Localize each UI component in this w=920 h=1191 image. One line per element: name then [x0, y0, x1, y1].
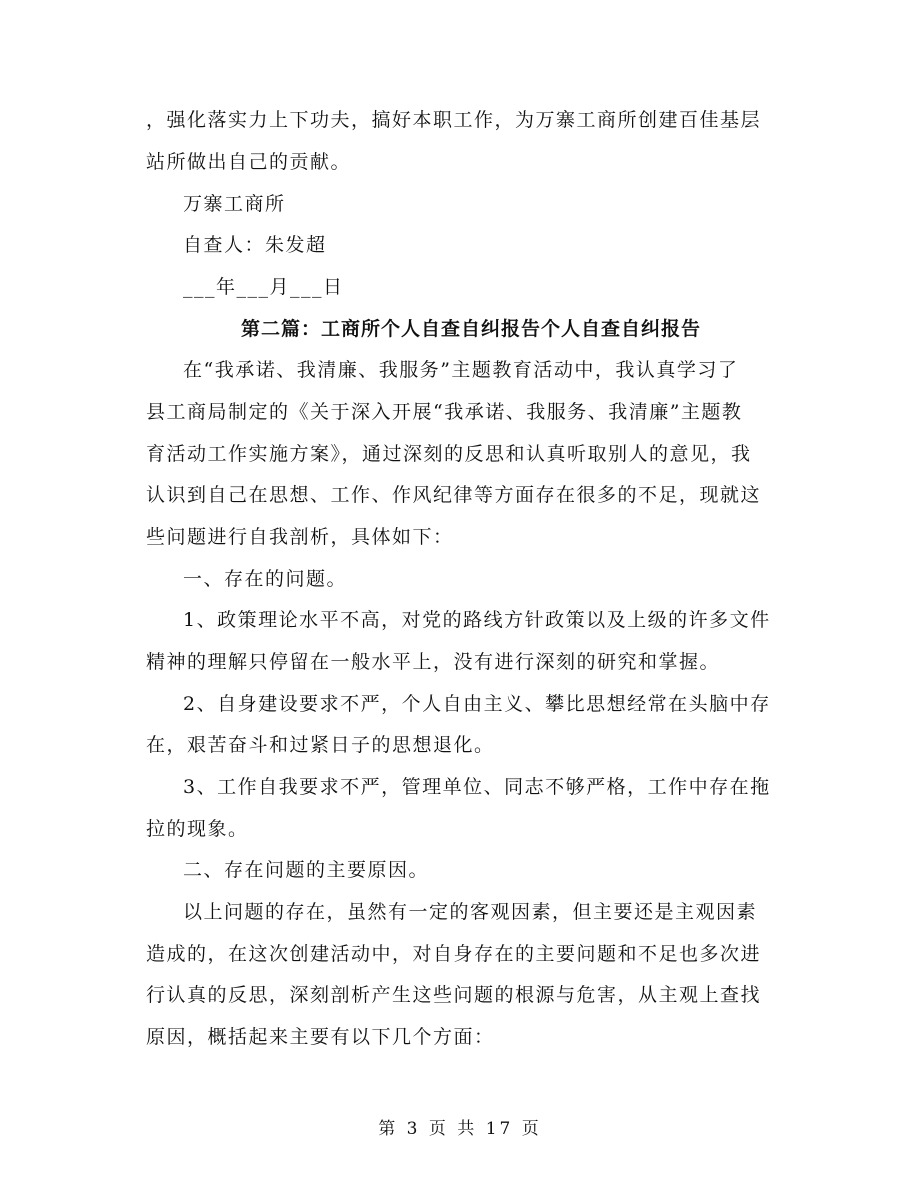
- paragraph-line: 些问题进行自我剖析，具体如下：: [146, 526, 454, 548]
- paragraph-line: 县工商局制定的《关于深入开展“我承诺、我服务、我清廉”主题教: [146, 401, 743, 423]
- inspector-name: 自查人：朱发超: [183, 234, 327, 256]
- section-heading: 二、存在问题的主要原因。: [183, 859, 430, 881]
- paragraph-line: 在“我承诺、我清廉、我服务”主题教育活动中，我认真学习了: [183, 359, 739, 381]
- paragraph-line: 站所做出自己的贡献。: [146, 151, 352, 173]
- paragraph-line: 造成的，在这次创建活动中，对自身存在的主要问题和不足也多次进: [146, 943, 762, 965]
- organization-name: 万寨工商所: [183, 193, 286, 215]
- page-number: 第 3 页 共 17 页: [378, 1119, 542, 1139]
- date-line: ___年___月___日: [183, 276, 344, 298]
- paragraph-line: ，强化落实力上下功夫，搞好本职工作，为万寨工商所创建百佳基层: [146, 109, 762, 131]
- paragraph-line: 2、自身建设要求不严，个人自由主义、攀比思想经常在头脑中存: [183, 693, 771, 715]
- paragraph-line: 认识到自己在思想、工作、作风纪律等方面存在很多的不足，现就这: [146, 484, 762, 506]
- paragraph-line: 3、工作自我要求不严，管理单位、同志不够严格，工作中存在拖: [183, 776, 771, 798]
- paragraph-line: 以上问题的存在，虽然有一定的客观因素，但主要还是主观因素: [183, 901, 758, 923]
- section-heading: 一、存在的问题。: [183, 568, 348, 590]
- paragraph-line: 1、政策理论水平不高，对党的路线方针政策以及上级的许多文件: [183, 609, 771, 631]
- paragraph-line: 精神的理解只停留在一般水平上，没有进行深刻的研究和掌握。: [146, 651, 721, 673]
- section-title: 第二篇：工商所个人自查自纠报告个人自查自纠报告: [241, 318, 702, 340]
- paragraph-line: 在，艰苦奋斗和过紧日子的思想退化。: [146, 734, 495, 756]
- paragraph-line: 拉的现象。: [146, 818, 249, 840]
- paragraph-line: 行认真的反思，深刻剖析产生这些问题的根源与危害，从主观上查找: [146, 984, 762, 1006]
- paragraph-line: 育活动工作实施方案》，通过深刻的反思和认真听取别人的意见，我: [146, 443, 752, 465]
- paragraph-line: 原因，概括起来主要有以下几个方面：: [146, 1026, 495, 1048]
